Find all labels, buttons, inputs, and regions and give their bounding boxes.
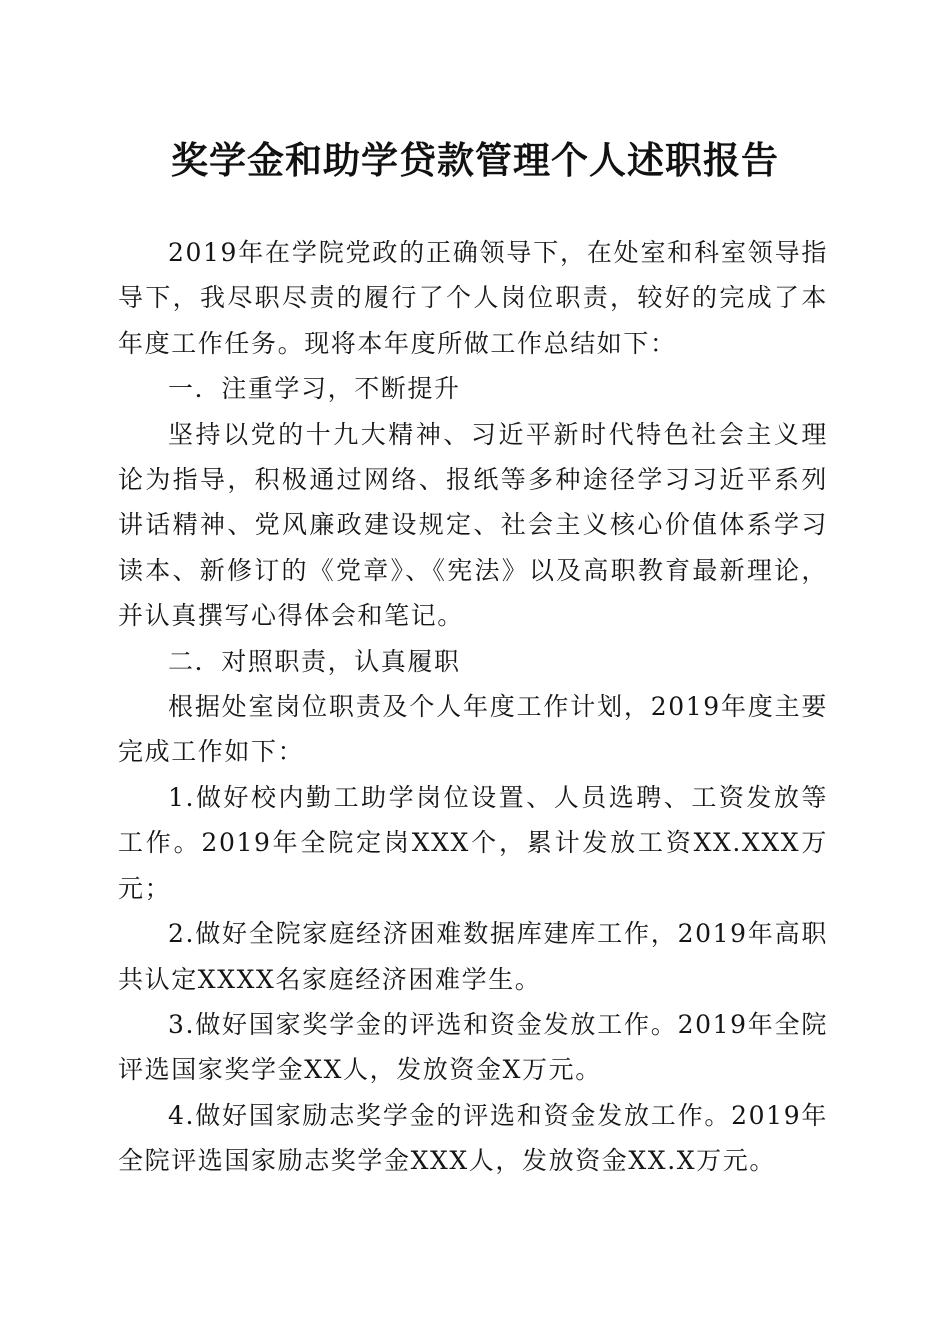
section-heading-1: 一．注重学习，不断提升 — [168, 374, 461, 404]
section-heading-2: 二．对照职责，认真履职 — [168, 646, 461, 676]
list-item-3: 3.做好国家奖学金的评选和资金发放工作。2019年全院评选国家奖学金XX人，发放资金X万元。 — [118, 1009, 828, 1085]
paragraph-intro: 2019年在学院党政的正确领导下，在处室和科室领导指导下，我尽职尽责的履行了个人岗位职责，较好的完成了本年度工作任务。现将本年度所做工作总结如下： — [118, 238, 828, 358]
paragraph-study: 坚持以党的十九大精神、习近平新时代特色社会主义理论为指导，积极通过网络、报纸等多种途径学习习近平系列讲话精神、党风廉政建设规定、社会主义核心价值体系学习读本、新修订的《党章》、《宪法》以及高职教育最新理论，并认真撰写心得体会和笔记。 — [118, 419, 828, 631]
document-body — [118, 230, 828, 1184]
document-title: 奖学金和助学贷款管理个人述职报告 — [171, 138, 779, 182]
list-item-4: 4.做好国家励志奖学金的评选和资金发放工作。2019年全院评选国家励志奖学金XXX人，发放资金XX.X万元。 — [118, 1100, 828, 1176]
paragraph-duties-intro: 根据处室岗位职责及个人年度工作计划，2019年度主要完成工作如下： — [118, 692, 828, 767]
list-item-1: 1.做好校内勤工助学岗位设置、人员选聘、工资发放等工作。2019年全院定岗XXX个，累计发放工资XX.XXX万元； — [118, 782, 828, 903]
list-item-2: 2.做好全院家庭经济困难数据库建库工作，2019年高职共认定XXXX名家庭经济困难学生。 — [118, 919, 828, 994]
